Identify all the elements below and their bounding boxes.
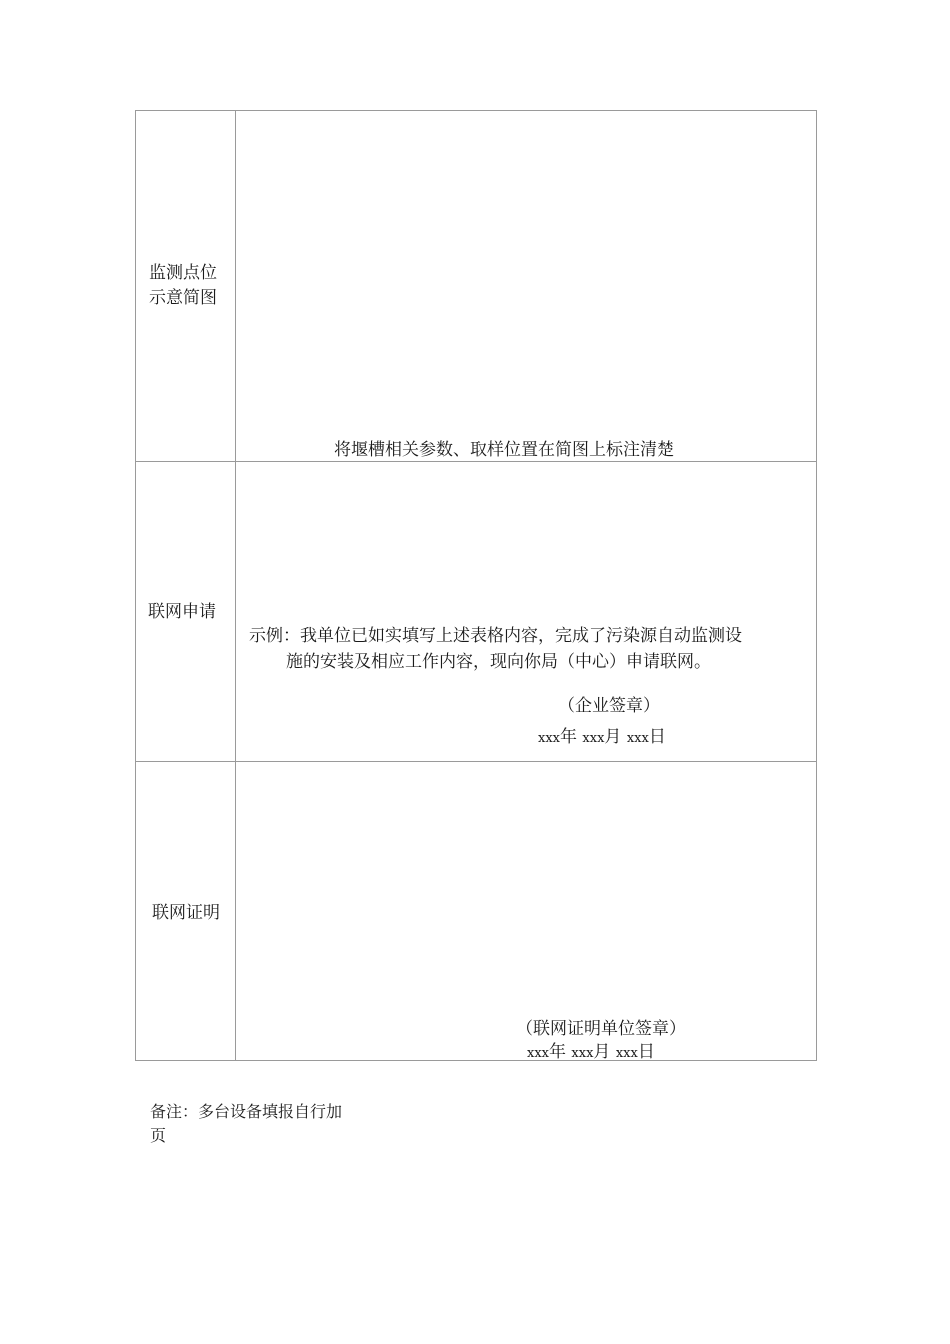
diagram-note: 将堰槽相关参数、取样位置在简图上标注清楚 [334,440,674,460]
label-schematic-diagram: 示意简图 [149,288,217,308]
row-network-certificate [136,761,816,1060]
remark-note [150,1100,342,1148]
label-network-certificate: 联网证明 [152,903,220,923]
application-example-line2: 施的安装及相应工作内容，现向你局（中心）申请联网。 [286,652,711,672]
label-cell-monitoring-diagram [136,111,236,461]
date-year-placeholder: xxx [527,1046,549,1061]
certificate-date [527,1040,655,1066]
date-day-placeholder: xxx [626,731,649,746]
remark-line2: 页 [150,1126,167,1145]
label-cell-network-certificate [136,762,236,1060]
diagram-area[interactable] [236,111,816,461]
date-month-unit: 月 [604,727,622,747]
certificate-content[interactable] [236,762,816,1060]
remark-line1: 备注：多台设备填报自行加 [150,1102,343,1121]
date-day-unit: 日 [637,1042,655,1062]
enterprise-seal-label: （企业签章） [558,696,660,716]
date-day-unit: 日 [648,727,666,747]
date-month-placeholder: xxx [582,731,605,746]
row-monitoring-diagram [136,111,816,461]
row-network-application [136,461,816,761]
certificate-seal-label: （联网证明单位签章） [516,1019,686,1039]
date-year-unit: 年 [560,727,577,747]
label-network-application: 联网申请 [148,602,216,622]
application-example-line1: 示例：我单位已如实填写上述表格内容，完成了污染源自动监测设 [249,626,742,646]
date-year-unit: 年 [549,1042,566,1062]
application-date [538,725,666,751]
network-application-form-table [135,110,817,1061]
application-content[interactable] [236,462,816,761]
label-monitoring-point: 监测点位 [149,263,217,283]
date-year-placeholder: xxx [538,731,560,746]
date-day-placeholder: xxx [615,1046,638,1061]
label-cell-network-application [136,462,236,761]
date-month-unit: 月 [593,1042,611,1062]
date-month-placeholder: xxx [571,1046,594,1061]
